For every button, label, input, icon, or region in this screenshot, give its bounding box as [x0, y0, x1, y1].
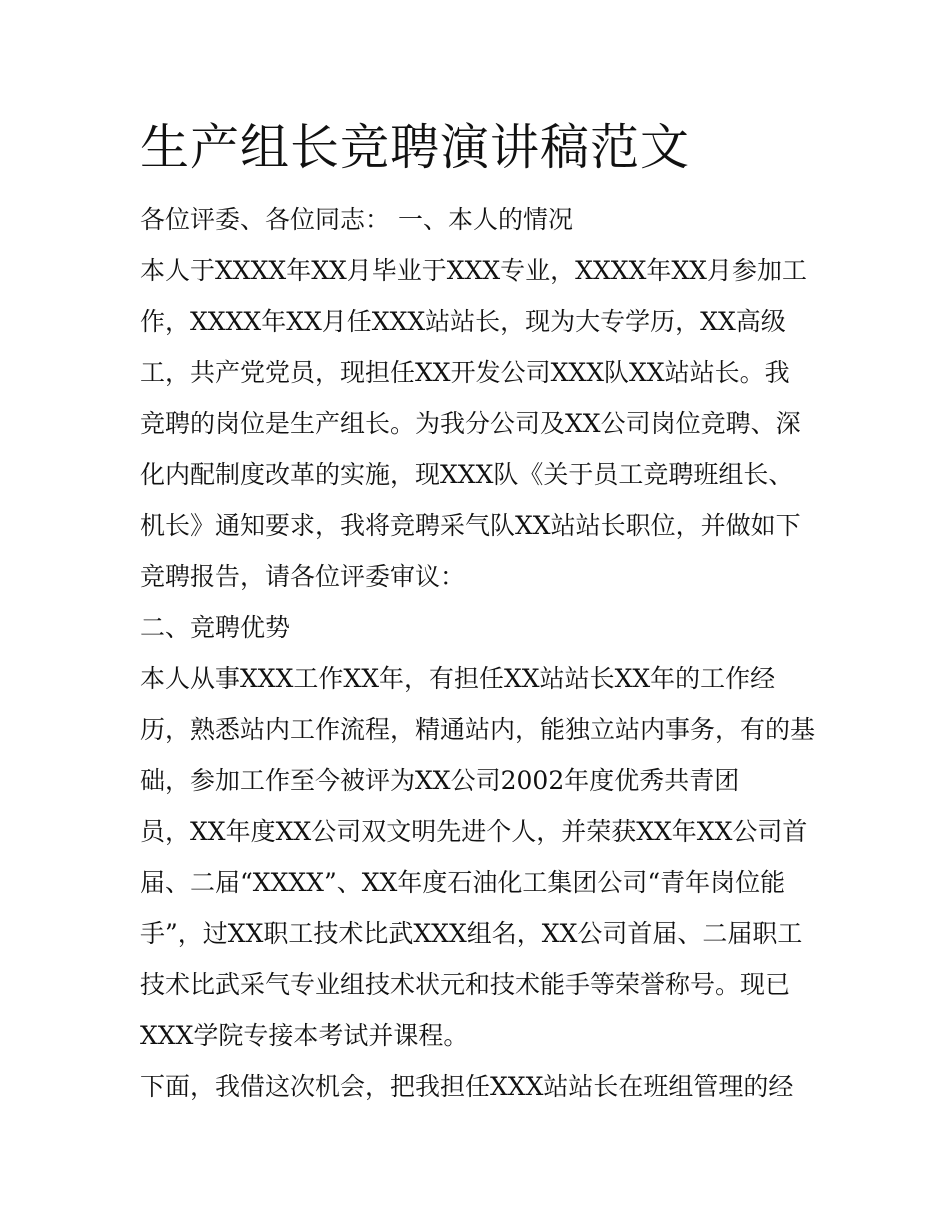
text-line: 础，参加工作至今被评为XX公司2002年度优秀共青团	[140, 766, 740, 795]
text-line: 历，熟悉站内工作流程，精通站内，能独立站内事务，有的基	[140, 715, 816, 744]
text-line: 竞聘报告，请各位评委审议：	[140, 562, 466, 591]
text-line: 化内配制度改革的实施，现XXX队《关于员工竞聘班组长、	[140, 460, 794, 489]
text-line: 员，XX年度XX公司双文明先进个人，并荣获XX年XX公司首	[140, 817, 808, 846]
text-line: 本人从事XXX工作XX年，有担任XX站站长XX年的工作经	[140, 664, 776, 693]
text-line: 工，共产党党员，现担任XX开发公司XXX队XX站站长。我	[140, 358, 790, 387]
text-line: XXX学院专接本考试并课程。	[140, 1021, 469, 1050]
text-line: 下面，我借这次机会，把我担任XXX站站长在班组管理的经	[140, 1072, 794, 1101]
document-title: 生产组长竞聘演讲稿范文	[140, 119, 691, 176]
text-line: 届、二届“XXXX”、XX年度石油化工集团公司“青年岗位能	[140, 868, 786, 897]
text-line: 作，XXXX年XX月任XXX站站长，现为大专学历，XX高级	[140, 307, 786, 336]
text-line-greeting: 各位评委、各位同志： 一、本人的情况	[140, 205, 573, 234]
text-line: 机长》通知要求，我将竞聘采气队XX站站长职位，并做如下	[140, 511, 801, 540]
text-line: 竞聘的岗位是生产组长。为我分公司及XX公司岗位竞聘、深	[140, 409, 801, 438]
text-line: 本人于XXXX年XX月毕业于XXX专业，XXXX年XX月参加工	[140, 256, 807, 285]
text-line: 手”，过XX职工技术比武XXX组名，XX公司首届、二届职工	[140, 919, 803, 948]
text-line: 技术比武采气专业组技术状元和技术能手等荣誉称号。现已	[140, 970, 791, 999]
section-heading: 二、竞聘优势	[140, 613, 291, 642]
